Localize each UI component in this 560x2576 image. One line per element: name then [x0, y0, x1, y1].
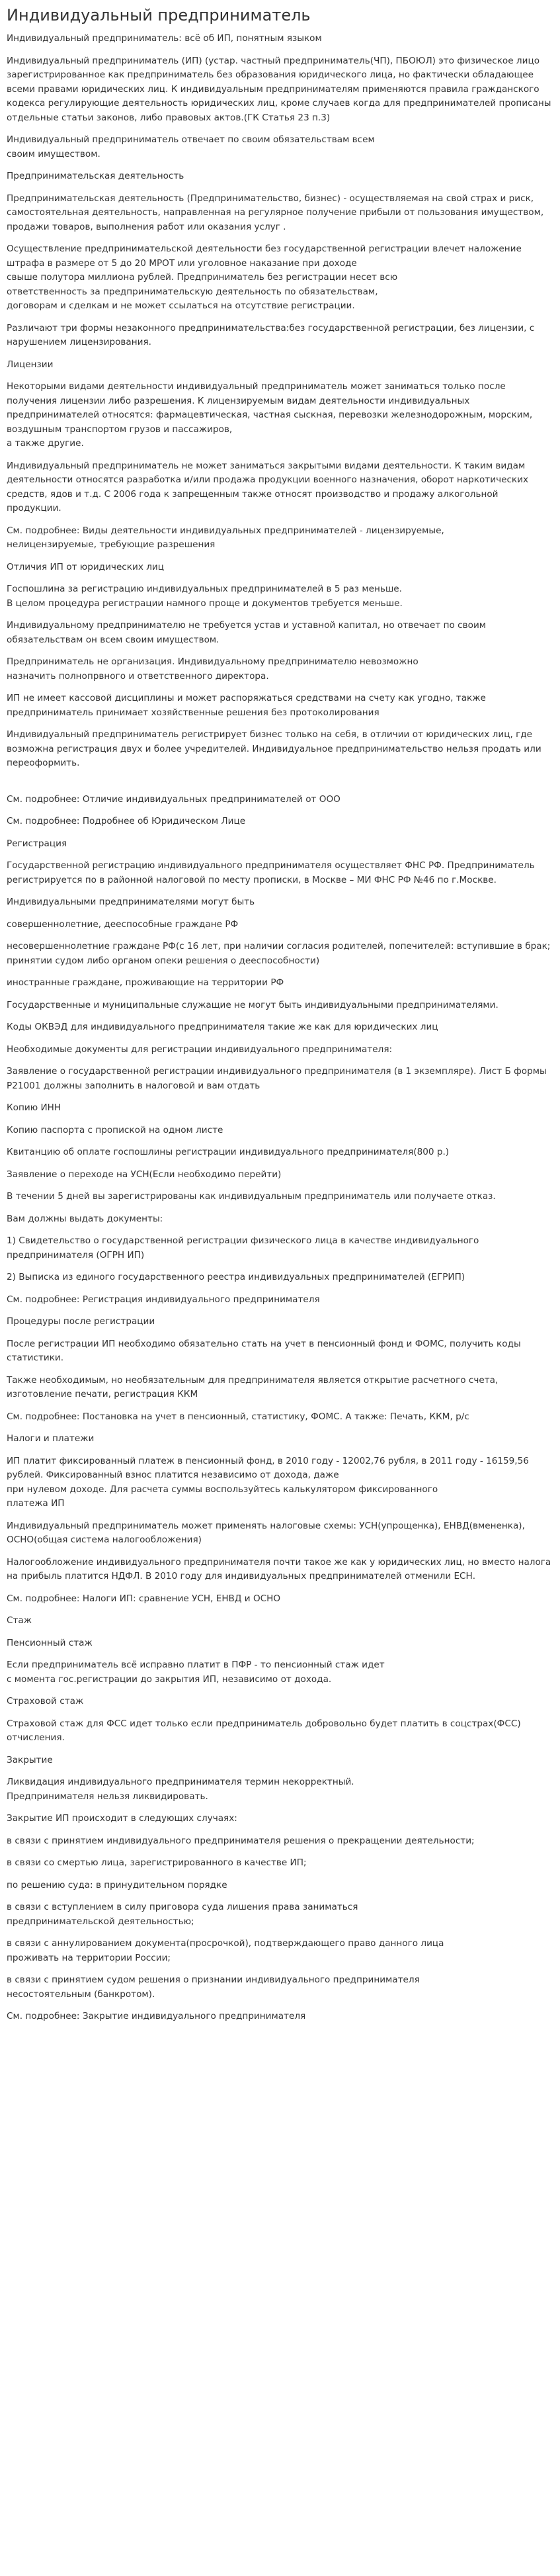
paragraph-line: См. подробнее: Регистрация индивидуального предпринимателя — [7, 1294, 320, 1305]
paragraph-line: См. подробнее: Виды деятельности индивидуальных предпринимателей - лицензируемые, — [7, 525, 444, 536]
paragraph-line: Также необходимым, но необязательным для предпринимателя является открытие расчетного счета, изготовление печати, регистрация ККМ — [7, 1374, 499, 1399]
paragraph-line: по решению суда: в принудительном порядке — [7, 1879, 227, 1890]
paragraph-line: ИП платит фиксированный платеж в пенсионный фонд, в 2010 году - 12002,76 рубля, в 2011 году - 16159,56 рублей. Фиксированный взнос платится независимо от дохода, даже — [7, 1455, 529, 1480]
paragraph-line: договорам и сделкам и не может ссылаться на отсутствие регистрации. — [7, 300, 355, 311]
paragraph — [7, 691, 553, 720]
paragraph — [7, 1020, 553, 1035]
paragraph — [7, 1374, 553, 1402]
paragraph — [7, 1043, 553, 1057]
paragraph — [7, 655, 553, 684]
paragraph-line: Государственные и муниципальные служащие не могут быть индивидуальными предпринимателями. — [7, 999, 499, 1010]
paragraph-line: несостоятельным (банкротом). — [7, 1988, 155, 2000]
paragraph-line: Регистрация — [7, 838, 67, 849]
paragraph-line: Индивидуальный предприниматель отвечает по своим обязательствам всем — [7, 134, 375, 145]
paragraph — [7, 1775, 553, 1804]
paragraph — [7, 793, 553, 807]
paragraph-line: Закрытие ИП происходит в следующих случаях: — [7, 1813, 237, 1824]
paragraph — [7, 1879, 553, 1893]
paragraph-line: 1) Свидетельство о государственной регистрации физического лица в качестве индивидуального предпринимателя (ОГРН ИП) — [7, 1235, 479, 1261]
paragraph-line: Заявление о государственной регистрации индивидуального предпринимателя (в 1 экземпляре). Лист Б формы Р21001 должны заполнить в налоговой и вам отдать — [7, 1066, 547, 1091]
paragraph — [7, 1315, 553, 1329]
paragraph — [7, 1293, 553, 1308]
paragraph-line: иностранные граждане, проживающие на территории РФ — [7, 977, 284, 988]
paragraph — [7, 380, 553, 451]
paragraph — [7, 1937, 553, 1965]
paragraph-line: См. подробнее: Налоги ИП: сравнение УСН, ЕНВД и ОСНО — [7, 1593, 281, 1604]
paragraph — [7, 1636, 553, 1651]
paragraph — [7, 1834, 553, 1849]
paragraph-line: в связи с принятием индивидуального предпринимателя решения о прекращении деятельности; — [7, 1835, 475, 1846]
paragraph-line: Пенсионный стаж — [7, 1637, 93, 1648]
paragraph-line: Заявление о переходе на УСН(Если необходимо перейти) — [7, 1169, 282, 1180]
paragraph — [7, 1556, 553, 1584]
paragraph-line: 2) Выписка из единого государственного реестра индивидуальных предпринимателей (ЕГРИП) — [7, 1272, 465, 1282]
paragraph-line: Различают три формы незаконного предпринимательства:без государственной регистрации, без лицензии, с нарушением лицензирования. — [7, 322, 535, 347]
paragraph — [7, 1812, 553, 1826]
paragraph-line: в связи с принятием судом решения о признании индивидуального предпринимателя — [7, 1975, 420, 1985]
paragraph — [7, 1212, 553, 1227]
paragraph-line: Стаж — [7, 1615, 32, 1626]
paragraph — [7, 1695, 553, 1709]
paragraph-line: Коды ОКВЭД для индивидуального предпринимателя такие же как для юридических лиц — [7, 1022, 438, 1032]
paragraph-line: Предпринимательская деятельность — [7, 171, 184, 181]
paragraph — [7, 1101, 553, 1116]
paragraph — [7, 1519, 553, 1548]
paragraph — [7, 895, 553, 910]
paragraph — [7, 1337, 553, 1366]
paragraph-line: проживать на территории России; — [7, 1952, 171, 1963]
paragraph — [7, 1190, 553, 1204]
paragraph — [7, 1900, 553, 1929]
paragraph — [7, 918, 553, 932]
paragraph-line: Отличия ИП от юридических лиц — [7, 561, 164, 572]
paragraph-line: См. подробнее: Закрытие индивидуального предпринимателя — [7, 2011, 306, 2021]
paragraph — [7, 999, 553, 1013]
paragraph-line: с момента гос.регистрации до закрытия ИП, независимо от дохода. — [7, 1673, 332, 1685]
paragraph-line: своим имуществом. — [7, 148, 100, 159]
paragraph — [7, 1717, 553, 1746]
paragraph-line: Предпринимателя нельзя ликвидировать. — [7, 1791, 208, 1802]
paragraph-line: Вам должны выдать документы: — [7, 1213, 163, 1224]
paragraph-line: Если предприниматель всё исправно платит в ПФР - то пенсионный стаж идет — [7, 1660, 385, 1670]
paragraph — [7, 560, 553, 575]
paragraph-line: назначить полнопрвного и ответственного директора. — [7, 670, 269, 682]
paragraph-line: Налоги и платежи — [7, 1433, 95, 1444]
paragraph — [7, 1754, 553, 1768]
paragraph — [7, 32, 553, 46]
paragraph-line: См. подробнее: Постановка на учет в пенсионный, статистику, ФОМС. А также: Печать, ККМ, р/с — [7, 1411, 469, 1422]
paragraph-line: Индивидуальный предприниматель может применять налоговые схемы: УСН(упрощенка), ЕНВД(вмененка), ОСНО(общая система налогообложения) — [7, 1520, 525, 1545]
paragraph — [7, 1614, 553, 1628]
paragraph-line: совершеннолетние, дееспособные граждане РФ — [7, 918, 239, 930]
paragraph — [7, 1065, 553, 1093]
paragraph-line: Некоторыми видами деятельности индивидуальный предприниматель может заниматься только после получения лицензии либо разрешения. К лицензируемым видам деятельности индивидуальных предпринимателей относятся: фармацевтическая, частная сыскная, перевозки железнодорожным, морским, воздушным транспортом грузов и пассажиров, — [7, 381, 533, 435]
paragraph — [7, 242, 553, 314]
paragraph — [7, 940, 553, 968]
paragraph-line: Закрытие — [7, 1754, 53, 1765]
article-body — [7, 32, 553, 2024]
paragraph-line: нелицензируемые, требующие разрешения — [7, 539, 216, 550]
paragraph — [7, 1856, 553, 1871]
paragraph-line: в связи с аннулированием документа(просрочкой), подтверждающего право данного лица — [7, 1938, 444, 1949]
paragraph-line: Осуществление предпринимательской деятельности без государственной регистрации влечет наложение штрафа в размере от 5 до 20 МРОТ или уголовное наказание при доходе — [7, 244, 522, 269]
paragraph-line: Индивидуальный предприниматель не может заниматься закрытыми видами деятельности. К таким видам деятельности относятся разработка и/или продажа продукции военного назначения, оборот наркотических средств, ядов и т.д. С 2006 года к запрещенным также относят производство и продажу алкогольной продукции. — [7, 460, 529, 513]
paragraph-line: В целом процедура регистрации намного проще и документов требуется меньше. — [7, 598, 403, 609]
paragraph-line: а также другие. — [7, 438, 84, 449]
paragraph — [7, 1454, 553, 1511]
paragraph — [7, 582, 553, 611]
paragraph-line: Необходимые документы для регистрации индивидуального предпринимателя: — [7, 1044, 393, 1055]
paragraph — [7, 54, 553, 126]
paragraph — [7, 358, 553, 373]
paragraph-line: Индивидуальному предпринимателю не требуется устав и уставной капитал, но отвечает по своим обязательствам он всем своим имуществом. — [7, 620, 487, 645]
paragraph — [7, 1592, 553, 1607]
paragraph-line: ответственность за предпринимательскую деятельность по обязательствам, — [7, 286, 378, 297]
paragraph — [7, 1658, 553, 1687]
paragraph-line: Копию паспорта с пропиской на одном листе — [7, 1124, 223, 1135]
paragraph-line: платежа ИП — [7, 1498, 65, 1509]
paragraph-line: Индивидуальный предприниматель (ИП) (устар. частный предприниматель(ЧП), ПБОЮЛ) это физическое лицо зарегистрированное как предприниматель без образования юридического лица, но фактически обладающее всеми правами юридических лиц. К индивидуальным предпринимателям применяются правила гражданского кодекса регулирующие деятельность юридических лиц, кроме случаев когда для предпринимателей прописаны отдельные статьи законов, либо правовых актов.(ГК Статья 23 п.3) — [7, 55, 551, 123]
paragraph — [7, 1973, 553, 2002]
paragraph-line: в связи со смертью лица, зарегистрированного в качестве ИП; — [7, 1857, 307, 1868]
paragraph — [7, 1270, 553, 1285]
paragraph — [7, 619, 553, 647]
paragraph-line: Процедуры после регистрации — [7, 1316, 155, 1327]
paragraph — [7, 459, 553, 516]
paragraph-line: Индивидуальный предприниматель регистрирует бизнес только на себя, в отличии от юридических лиц, где возможна регистрация двух и более учредителей. Индивидуальное предпринимательство нельзя продать или переоформить. — [7, 729, 541, 768]
paragraph — [7, 2010, 553, 2024]
paragraph-line: свыше полутора миллиона рублей. Предприниматель без регистрации несет всю — [7, 272, 398, 283]
paragraph — [7, 815, 553, 829]
paragraph — [7, 728, 553, 771]
paragraph-line: Страховой стаж — [7, 1696, 84, 1707]
paragraph-line: Государственной регистрацию индивидуального предпринимателя осуществляет ФНС РФ. Предприниматель регистрируется по в районной налоговой по месту прописки, в Москве – МИ ФНС РФ №46 по г.Москве. — [7, 860, 535, 885]
paragraph-line: Госпошлина за регистрацию индивидуальных предпринимателей в 5 раз меньше. — [7, 584, 402, 594]
paragraph-line: После регистрации ИП необходимо обязательно стать на учет в пенсионный фонд и ФОМС, получить коды статистики. — [7, 1338, 521, 1363]
paragraph-line: предпринимательской деятельностью; — [7, 1916, 194, 1927]
paragraph — [7, 169, 553, 184]
paragraph-line: Налогообложение индивидуального предпринимателя почти такое же как у юридических лиц, но вместо налога на прибыль платится НДФЛ. В 2010 году для индивидуальных предпринимателей отменили ЕСН. — [7, 1556, 551, 1581]
paragraph-line: Копию ИНН — [7, 1102, 61, 1113]
paragraph-line: Ликвидация индивидуального предпринимателя термин некорректный. — [7, 1777, 354, 1787]
paragraph-line: См. подробнее: Отличие индивидуальных предпринимателей от ООО — [7, 793, 340, 805]
paragraph — [7, 859, 553, 887]
paragraph — [7, 976, 553, 991]
paragraph-spacer — [7, 779, 553, 793]
paragraph-line: Страховой стаж для ФСС идет только если предприниматель добровольно будет платить в соцстрах(ФСС) отчисления. — [7, 1718, 521, 1743]
paragraph — [7, 1410, 553, 1425]
paragraph-line: Индивидуальными предпринимателями могут быть — [7, 897, 255, 907]
paragraph-line: Квитанцию об оплате госпошлины регистрации индивидуального предпринимателя(800 р.) — [7, 1147, 450, 1157]
paragraph-line: Предпринимательская деятельность (Предпринимательство, бизнес) - осуществляемая на свой страх и риск, самостоятельная деятельность, направленная на регулярное получение прибыли от пользования имуществом, продажи товаров, выполнения работ или оказания услуг . — [7, 193, 544, 232]
paragraph-line: Индивидуальный предприниматель: всё об ИП, понятным языком — [7, 33, 322, 44]
paragraph — [7, 1432, 553, 1446]
paragraph-line: ИП не имеет кассовой дисциплины и может распоряжаться средствами на счету как угодно, также предприниматель принимает хозяйственные решения без протоколирования — [7, 693, 486, 718]
paragraph — [7, 1124, 553, 1138]
paragraph — [7, 322, 553, 350]
paragraph — [7, 1168, 553, 1182]
paragraph — [7, 192, 553, 235]
paragraph — [7, 1234, 553, 1263]
paragraph-line: В течении 5 дней вы зарегистрированы как индивидуальным предприниматель или получаете отказ. — [7, 1191, 496, 1202]
page-title: Индивидуальный предприниматель — [7, 6, 311, 24]
paragraph-line: См. подробнее: Подробнее об Юридическом Лице — [7, 816, 246, 826]
paragraph-line: несовершеннолетние граждане РФ(с 16 лет, при наличии согласия родителей, попечителей: вступившие в брак; принятии судом либо органом опеки решения о дееспособности) — [7, 941, 551, 966]
paragraph-line: в связи с вступлением в силу приговора суда лишения права заниматься — [7, 1902, 358, 1912]
paragraph — [7, 1145, 553, 1160]
paragraph-line: Лицензии — [7, 359, 54, 370]
paragraph — [7, 524, 553, 553]
paragraph — [7, 837, 553, 852]
paragraph — [7, 133, 553, 161]
paragraph-line: Предприниматель не организация. Индивидуальному предпринимателю невозможно — [7, 656, 419, 667]
paragraph-line: при нулевом доходе. Для расчета суммы воспользуйтесь калькулятором фиксированного — [7, 1484, 438, 1495]
